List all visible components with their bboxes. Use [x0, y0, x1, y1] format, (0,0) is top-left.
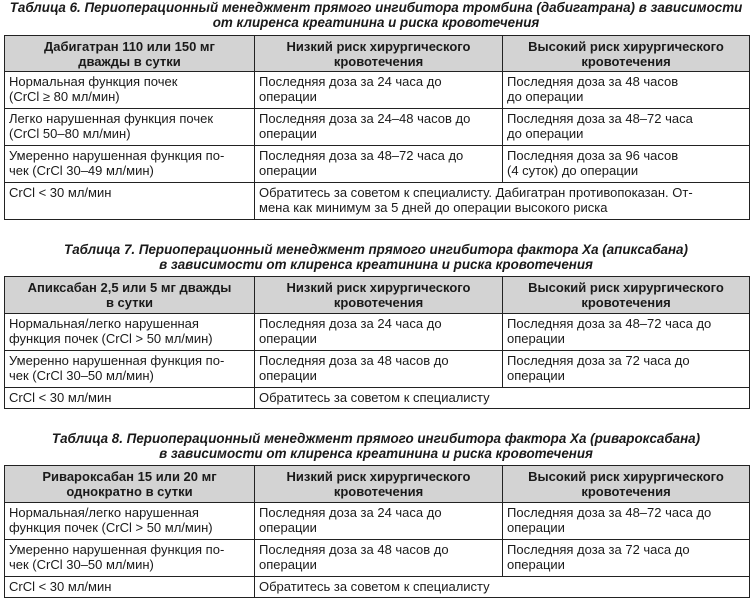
- high-risk-cell: Последняя доза за 72 часа до операции: [503, 540, 750, 577]
- table-row: [5, 388, 750, 409]
- table-row: [5, 109, 750, 146]
- high-risk-cell: Последняя доза за 48–72 часа до операции: [503, 109, 750, 146]
- header-cell-drug: Дабигатран 110 или 150 мг дважды в сутки: [5, 36, 255, 72]
- high-risk-cell: Последняя доза за 48–72 часа до операции: [503, 503, 750, 540]
- table-row: [5, 146, 750, 183]
- table-row: [5, 183, 750, 220]
- low-risk-cell: Последняя доза за 48 часов до операции: [255, 540, 503, 577]
- high-risk-cell: Последняя доза за 72 часа до операции: [503, 351, 750, 388]
- row-label: Умеренно нарушенная функция по- чек (CrCl 30–50 мл/мин): [5, 351, 255, 388]
- table-row: [5, 72, 750, 109]
- table-row: [5, 577, 750, 598]
- row-label: Нормальная/легко нарушенная функция почек (CrCl > 50 мл/мин): [5, 503, 255, 540]
- table-header-row: [5, 36, 750, 72]
- high-risk-cell: Последняя доза за 48 часов до операции: [503, 72, 750, 109]
- low-risk-cell: Последняя доза за 24 часа до операции: [255, 314, 503, 351]
- row-label: Нормальная/легко нарушенная функция почек (CrCl > 50 мл/мин): [5, 314, 255, 351]
- table8-caption: Таблица 8. Периоперационный менеджмент прямого ингибитора фактора Ха (ривароксабана) в зависимости от клиренса креатинина и риска кровотечения: [51, 431, 701, 461]
- table-row: [5, 314, 750, 351]
- table8: [4, 465, 750, 598]
- header-cell-drug: Апиксабан 2,5 или 5 мг дважды в сутки: [5, 277, 255, 314]
- table-header-row: [5, 277, 750, 314]
- row-label: Нормальная функция почек (CrCl ≥ 80 мл/мин): [5, 72, 255, 109]
- row-label: CrCl < 30 мл/мин: [5, 577, 255, 598]
- merged-advice-cell: Обратитесь за советом к специалисту. Дабигатран противопоказан. От- мена как минимум за 5 дней до операции высокого риска: [255, 183, 750, 220]
- header-cell-high-risk: Высокий риск хирургического кровотечения: [503, 466, 750, 503]
- table6-caption: Таблица 6. Периоперационный менеджмент прямого ингибитора тромбина (дабигатрана) в зависимости от клиренса креатинина и риска кровотечения: [9, 0, 743, 30]
- table7-caption: Таблица 7. Периоперационный менеджмент прямого ингибитора фактора Ха (апиксабана) в зависимости от клиренса креатинина и риска кровотечения: [64, 242, 688, 272]
- row-label: Легко нарушенная функция почек (CrCl 50–80 мл/мин): [5, 109, 255, 146]
- header-cell-low-risk: Низкий риск хирургического кровотечения: [255, 36, 503, 72]
- merged-advice-cell: Обратитесь за советом к специалисту: [255, 577, 750, 598]
- low-risk-cell: Последняя доза за 24–48 часов до операции: [255, 109, 503, 146]
- table-row: [5, 540, 750, 577]
- header-cell-high-risk: Высокий риск хирургического кровотечения: [503, 277, 750, 314]
- low-risk-cell: Последняя доза за 24 часа до операции: [255, 72, 503, 109]
- table6: [4, 35, 750, 220]
- low-risk-cell: Последняя доза за 24 часа до операции: [255, 503, 503, 540]
- row-label: Умеренно нарушенная функция по- чек (CrCl 30–50 мл/мин): [5, 540, 255, 577]
- low-risk-cell: Последняя доза за 48–72 часа до операции: [255, 146, 503, 183]
- low-risk-cell: Последняя доза за 48 часов до операции: [255, 351, 503, 388]
- header-cell-low-risk: Низкий риск хирургического кровотечения: [255, 277, 503, 314]
- table-header-row: [5, 466, 750, 503]
- table-row: [5, 351, 750, 388]
- table7: [4, 276, 750, 409]
- row-label: Умеренно нарушенная функция по- чек (CrCl 30–49 мл/мин): [5, 146, 255, 183]
- header-cell-drug: Ривароксабан 15 или 20 мг однократно в сутки: [5, 466, 255, 503]
- header-cell-high-risk: Высокий риск хирургического кровотечения: [503, 36, 750, 72]
- high-risk-cell: Последняя доза за 96 часов (4 суток) до операции: [503, 146, 750, 183]
- high-risk-cell: Последняя доза за 48–72 часа до операции: [503, 314, 750, 351]
- row-label: CrCl < 30 мл/мин: [5, 388, 255, 409]
- table-row: [5, 503, 750, 540]
- merged-advice-cell: Обратитесь за советом к специалисту: [255, 388, 750, 409]
- header-cell-low-risk: Низкий риск хирургического кровотечения: [255, 466, 503, 503]
- row-label: CrCl < 30 мл/мин: [5, 183, 255, 220]
